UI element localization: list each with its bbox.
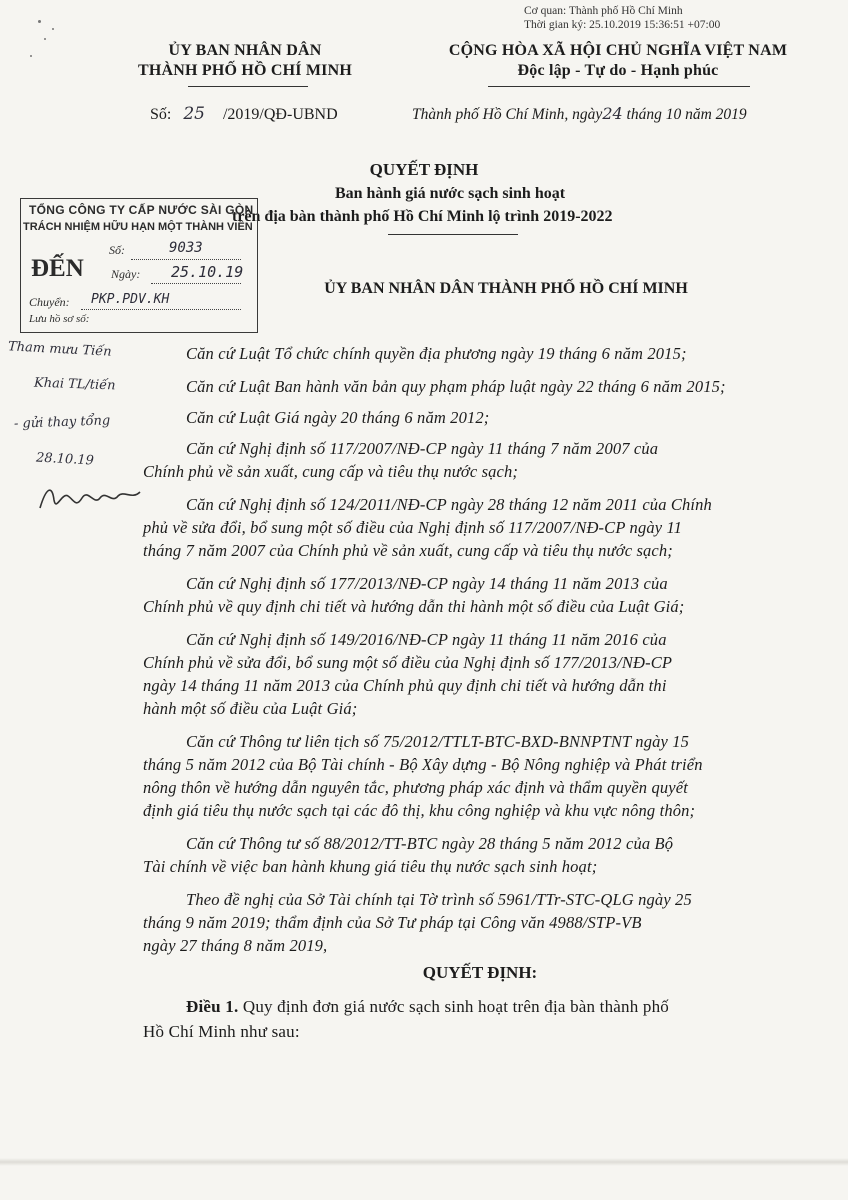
article-1-line-2: Hồ Chí Minh như sau:	[143, 1022, 300, 1041]
number-prefix: Số:	[150, 106, 172, 123]
stamp-ngay-line	[151, 283, 241, 284]
title-underline	[388, 234, 518, 235]
stamp-company-type: TRÁCH NHIỆM HỮU HẠN MỘT THÀNH VIÊN	[23, 221, 253, 233]
basis-5-line-2: phủ về sửa đổi, bổ sung một số điều của Nghị định số 117/2007/NĐ-CP ngày 11	[143, 518, 683, 537]
issuer-underline	[188, 86, 308, 87]
stamp-chuyen-line	[81, 309, 241, 310]
issuer-name	[110, 42, 380, 80]
basis-8-line-4: định giá tiêu thụ nước sạch tại các đô thị, khu công nghiệp và khu vực nông thôn;	[143, 801, 696, 820]
margin-note-4: 28.10.19	[35, 450, 95, 469]
basis-6-line-1: Căn cứ Nghị định số 177/2013/NĐ-CP ngày 14 tháng 11 năm 2013 của	[186, 574, 668, 593]
date-suffix: tháng 10 năm 2019	[626, 106, 747, 123]
basis-3: Căn cứ Luật Giá ngày 20 tháng 6 năm 2012;	[186, 408, 490, 427]
decision-subtitle-1: Ban hành giá nước sạch sinh hoạt	[334, 185, 566, 202]
basis-8-line-1: Căn cứ Thông tư liên tịch số 75/2012/TTLT-BTC-BXD-BNNPTNT ngày 15	[186, 732, 690, 751]
scan-speck	[30, 55, 32, 57]
basis-8-line-2: tháng 5 năm 2012 của Bộ Tài chính - Bộ Xây dựng - Bộ Nông nghiệp và Phát triển	[143, 755, 703, 774]
basis-2: Căn cứ Luật Ban hành văn bản quy phạm pháp luật ngày 22 tháng 6 năm 2015;	[186, 377, 726, 396]
incoming-stamp	[20, 198, 258, 333]
basis-9-line-2: Tài chính về việc ban hành khung giá tiêu thụ nước sạch sinh hoạt;	[143, 857, 598, 876]
margin-note-2: Khai TL/tiến	[33, 375, 116, 394]
signature-time: Thời gian ký: 25.10.2019 15:36:51 +07:00	[524, 19, 721, 31]
stamp-company: TỔNG CÔNG TY CẤP NƯỚC SÀI GÒN	[29, 203, 254, 217]
number-handwritten: 25	[183, 104, 205, 124]
stamp-chuyen-label: Chuyển:	[29, 295, 70, 309]
stamp-ngay-label: Ngày:	[111, 267, 141, 281]
stamp-chuyen-value: PKP.PDV.KH	[91, 292, 170, 307]
national-title	[408, 42, 828, 80]
basis-4-line-1: Căn cứ Nghị định số 117/2007/NĐ-CP ngày 11 tháng 7 năm 2007 của	[186, 439, 659, 458]
proposal-line-3: ngày 27 tháng 8 năm 2019,	[143, 936, 328, 955]
date-prefix: Thành phố Hồ Chí Minh, ngày	[412, 106, 603, 123]
authority-heading: ỦY BAN NHÂN DÂN THÀNH PHỐ HỒ CHÍ MINH	[324, 280, 688, 297]
basis-1: Căn cứ Luật Tổ chức chính quyền địa phương ngày 19 tháng 6 năm 2015;	[186, 344, 687, 363]
issuer-line-2: THÀNH PHỐ HỒ CHÍ MINH	[138, 62, 352, 79]
proposal-line-1: Theo đề nghị của Sở Tài chính tại Tờ trình số 5961/TTr-STC-QLG ngày 25	[186, 890, 692, 909]
document-date	[412, 104, 747, 124]
proposal-line-2: tháng 9 năm 2019; thẩm định của Sở Tư pháp tại Công văn 4988/STP-VB	[143, 913, 642, 932]
margin-signature-scribble	[36, 478, 146, 518]
issuer-line-1: ỦY BAN NHÂN DÂN	[168, 42, 322, 59]
basis-6-line-2: Chính phủ về quy định chi tiết và hướng dẫn thi hành một số điều của Luật Giá;	[143, 597, 685, 616]
date-day-handwritten: 24	[602, 104, 623, 123]
decision-subtitle-2: trên địa bàn thành phố Hồ Chí Minh lộ trình 2019-2022	[232, 208, 613, 225]
stamp-luu-label: Lưu hồ sơ số:	[29, 313, 90, 325]
article-1-text: Quy định đơn giá nước sạch sinh hoạt trên địa bàn thành phố	[242, 997, 669, 1016]
signature-agency: Cơ quan: Thành phố Hồ Chí Minh	[524, 5, 683, 17]
national-motto: Độc lập - Tự do - Hạnh phúc	[517, 62, 719, 79]
digital-signature	[524, 4, 720, 32]
basis-7-line-3: ngày 14 tháng 11 năm 2013 của Chính phủ quy định chi tiết và hướng dẫn thi	[143, 676, 667, 695]
national-line-1: CỘNG HÒA XÃ HỘI CHỦ NGHĨA VIỆT NAM	[448, 42, 788, 59]
basis-7-line-4: hành một số điều của Luật Giá;	[143, 699, 358, 718]
document-number	[150, 104, 338, 124]
basis-4-line-2: Chính phủ về sản xuất, cung cấp và tiêu thụ nước sạch;	[143, 462, 519, 481]
margin-note-1: Tham mưu Tiến	[7, 339, 112, 360]
scan-bottom-edge	[0, 1158, 848, 1166]
article-1-line-1	[186, 997, 669, 1017]
margin-note-3: - gửi thay tổng	[13, 413, 111, 432]
stamp-so-value: 9033	[169, 240, 203, 256]
stamp-den: ĐẾN	[31, 255, 84, 282]
basis-9-line-1: Căn cứ Thông tư số 88/2012/TT-BTC ngày 28 tháng 5 năm 2012 của Bộ	[186, 834, 674, 853]
basis-8-line-3: nông thôn về hướng dẫn nguyên tắc, phương pháp xác định và thẩm quyền quyết	[143, 778, 688, 797]
stamp-so-line	[131, 259, 241, 260]
stamp-so-label: Số:	[109, 243, 125, 257]
basis-7-line-2: Chính phủ về sửa đổi, bổ sung một số điều của Nghị định số 177/2013/NĐ-CP	[143, 653, 673, 672]
article-1-label: Điều 1.	[186, 997, 239, 1016]
scan-speck	[44, 38, 46, 40]
scan-speck	[52, 28, 54, 30]
number-suffix: /2019/QĐ-UBND	[222, 106, 338, 123]
basis-5-line-3: tháng 7 năm 2007 của Chính phủ về sản xuất, cung cấp và tiêu thụ nước sạch;	[143, 541, 673, 560]
basis-5-line-1: Căn cứ Nghị định số 124/2011/NĐ-CP ngày 28 tháng 12 năm 2011 của Chính	[186, 495, 712, 514]
basis-7-line-1: Căn cứ Nghị định số 149/2016/NĐ-CP ngày 11 tháng 11 năm 2016 của	[186, 630, 667, 649]
scan-speck	[38, 20, 41, 23]
decision-heading: QUYẾT ĐỊNH:	[422, 963, 538, 982]
stamp-ngay-value: 25.10.19	[171, 263, 244, 281]
motto-underline	[488, 86, 750, 87]
decision-title: QUYẾT ĐỊNH	[369, 160, 479, 179]
